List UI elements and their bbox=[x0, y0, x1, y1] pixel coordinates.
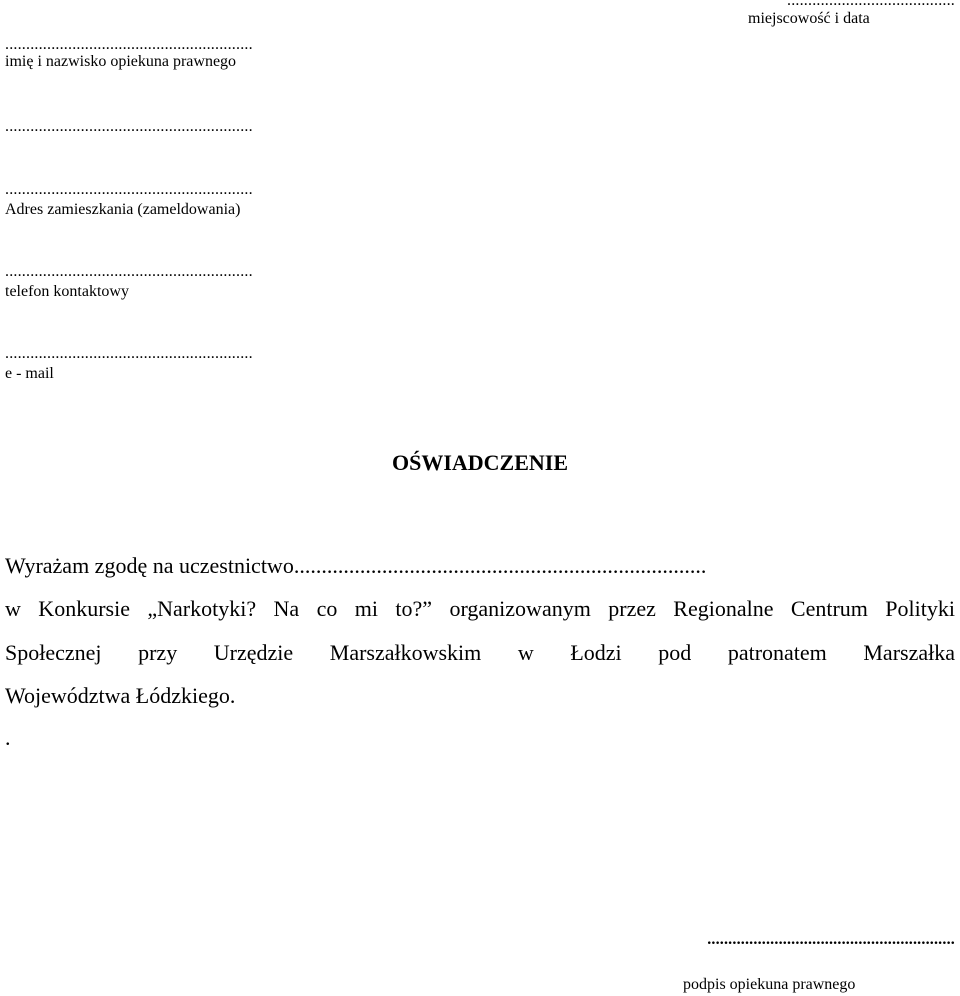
place-date-dots[interactable]: ........................................ bbox=[787, 0, 955, 9]
statement-line-1: Wyrażam zgodę na uczestnictwo........................................................................... bbox=[5, 553, 707, 578]
statement-line-5: . bbox=[5, 725, 11, 750]
statement-line-4: Województwa Łódzkiego. bbox=[5, 683, 236, 708]
email-dots[interactable]: ........................................................... bbox=[5, 345, 253, 362]
place-date-label: miejscowość i data bbox=[748, 10, 870, 27]
address-line1-dots[interactable]: ........................................................... bbox=[5, 118, 253, 135]
guardian-name-dots[interactable]: ........................................................... bbox=[5, 36, 253, 53]
address-line2-dots[interactable]: ........................................................... bbox=[5, 181, 253, 198]
statement-line-2: w Konkursie „Narkotyki? Na co mi to?” organizowanym przez Regionalne Centrum Polityki bbox=[5, 596, 955, 621]
statement-title: OŚWIADCZENIE bbox=[391, 450, 569, 475]
phone-label: telefon kontaktowy bbox=[5, 283, 129, 300]
address-label: Adres zamieszkania (zameldowania) bbox=[5, 201, 241, 218]
signature-dots[interactable]: ........................................................... bbox=[707, 931, 955, 948]
email-label: e - mail bbox=[5, 365, 54, 382]
signature-label: podpis opiekuna prawnego bbox=[683, 976, 856, 993]
phone-dots[interactable]: ........................................................... bbox=[5, 263, 253, 280]
guardian-name-label: imię i nazwisko opiekuna prawnego bbox=[5, 53, 237, 70]
statement-line-3: Społecznej przy Urzędzie Marszałkowskim w Łodzi pod patronatem Marszałka bbox=[5, 640, 955, 665]
